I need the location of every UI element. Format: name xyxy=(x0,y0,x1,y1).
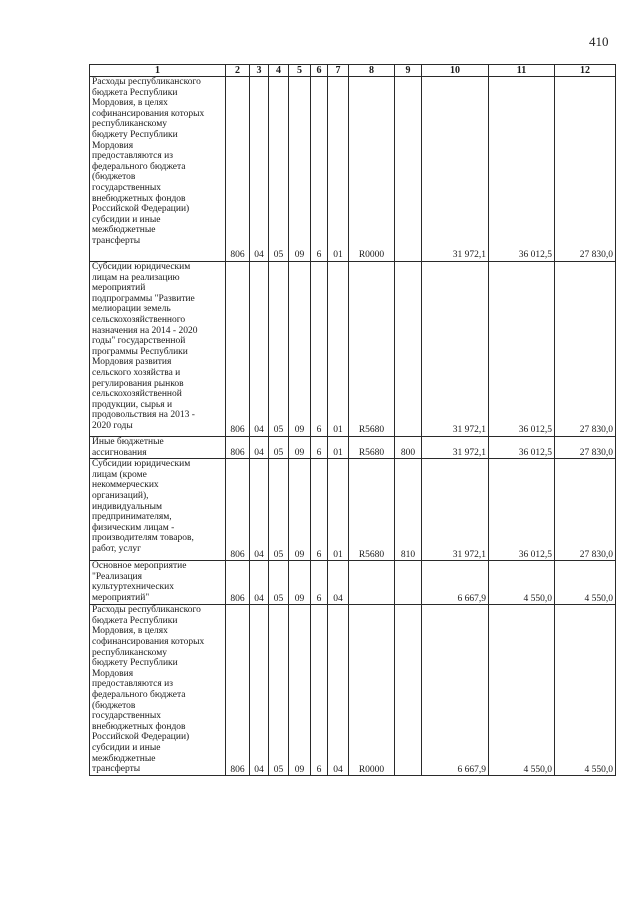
code-cell: R5680 xyxy=(349,459,395,561)
code-cell xyxy=(349,561,395,605)
column-header: 5 xyxy=(289,65,311,77)
column-header: 12 xyxy=(555,65,616,77)
code-cell: 04 xyxy=(250,437,269,459)
row-description: Расходы республиканского бюджета Республики Мордовия, в целях софинансирования которых республиканскому бюджету Республики Мордовия предоставляются из федерального бюджета (бюджетов государственных внебюджетных фондов Российской Федерации) субсидии и иные межбюджетные трансферты xyxy=(90,77,226,262)
code-cell: 01 xyxy=(328,262,349,437)
column-header: 10 xyxy=(422,65,489,77)
row-description: Иные бюджетные ассигнования xyxy=(90,437,226,459)
code-cell: 05 xyxy=(269,561,289,605)
code-cell: 806 xyxy=(226,605,250,776)
code-cell: 800 xyxy=(395,437,422,459)
code-cell: 806 xyxy=(226,262,250,437)
table-row xyxy=(90,437,616,459)
amount-cell: 31 972,1 xyxy=(422,77,489,262)
code-cell: 09 xyxy=(289,605,311,776)
code-cell: 09 xyxy=(289,262,311,437)
amount-cell: 4 550,0 xyxy=(555,561,616,605)
code-cell: 806 xyxy=(226,437,250,459)
code-cell xyxy=(395,262,422,437)
code-cell: 6 xyxy=(311,77,328,262)
code-cell: 04 xyxy=(250,262,269,437)
column-header: 1 xyxy=(90,65,226,77)
row-description: Основное мероприятие "Реализация культуртехнических мероприятий" xyxy=(90,561,226,605)
row-description: Субсидии юридическим лицам (кроме некоммерческих организаций), индивидуальным предпринимателям, физическим лицам - производителям товаров, работ, услуг xyxy=(90,459,226,561)
code-cell: 09 xyxy=(289,459,311,561)
column-header: 4 xyxy=(269,65,289,77)
code-cell: 806 xyxy=(226,561,250,605)
amount-cell: 36 012,5 xyxy=(489,262,555,437)
amount-cell: 31 972,1 xyxy=(422,459,489,561)
code-cell: 04 xyxy=(250,77,269,262)
code-cell: 806 xyxy=(226,459,250,561)
code-cell: 6 xyxy=(311,459,328,561)
amount-cell: 27 830,0 xyxy=(555,262,616,437)
column-header: 2 xyxy=(226,65,250,77)
column-header: 3 xyxy=(250,65,269,77)
code-cell: 05 xyxy=(269,437,289,459)
column-header: 11 xyxy=(489,65,555,77)
code-cell: 05 xyxy=(269,262,289,437)
code-cell: 04 xyxy=(328,561,349,605)
column-header: 6 xyxy=(311,65,328,77)
code-cell xyxy=(395,605,422,776)
amount-cell: 31 972,1 xyxy=(422,437,489,459)
code-cell: 6 xyxy=(311,262,328,437)
page-number: 410 xyxy=(589,34,609,49)
budget-table xyxy=(89,64,616,776)
table-row xyxy=(90,605,616,776)
table-row xyxy=(90,77,616,262)
code-cell: 04 xyxy=(250,605,269,776)
amount-cell: 4 550,0 xyxy=(489,561,555,605)
code-cell: R0000 xyxy=(349,77,395,262)
row-description: Расходы республиканского бюджета Республики Мордовия, в целях софинансирования которых республиканскому бюджету Республики Мордовия предоставляются из федерального бюджета (бюджетов государственных внебюджетных фондов Российской Федерации) субсидии и иные межбюджетные трансферты xyxy=(90,605,226,776)
amount-cell: 31 972,1 xyxy=(422,262,489,437)
amount-cell: 4 550,0 xyxy=(555,605,616,776)
code-cell: 01 xyxy=(328,77,349,262)
code-cell: 05 xyxy=(269,77,289,262)
amount-cell: 36 012,5 xyxy=(489,77,555,262)
code-cell xyxy=(395,561,422,605)
table-row xyxy=(90,459,616,561)
amount-cell: 27 830,0 xyxy=(555,459,616,561)
code-cell: R0000 xyxy=(349,605,395,776)
code-cell: 09 xyxy=(289,77,311,262)
column-header: 9 xyxy=(395,65,422,77)
amount-cell: 27 830,0 xyxy=(555,77,616,262)
code-cell: 6 xyxy=(311,561,328,605)
code-cell: 04 xyxy=(328,605,349,776)
column-header: 7 xyxy=(328,65,349,77)
table-row xyxy=(90,561,616,605)
code-cell: 6 xyxy=(311,605,328,776)
amount-cell: 36 012,5 xyxy=(489,459,555,561)
header-row xyxy=(90,65,616,77)
code-cell: 09 xyxy=(289,561,311,605)
code-cell: R5680 xyxy=(349,262,395,437)
code-cell: 05 xyxy=(269,459,289,561)
code-cell: R5680 xyxy=(349,437,395,459)
code-cell: 806 xyxy=(226,77,250,262)
code-cell: 05 xyxy=(269,605,289,776)
code-cell: 09 xyxy=(289,437,311,459)
code-cell: 01 xyxy=(328,459,349,561)
row-description: Субсидии юридическим лицам на реализацию мероприятий подпрограммы "Развитие мелиорации земель сельскохозяйственного назначения на 2014 - 2020 годы" государственной программы Республики Мордовия развития сельского хозяйства и регулирования рынков сельскохозяйственной продукции, сырья и продовольствия на 2013 - 2020 годы xyxy=(90,262,226,437)
amount-cell: 6 667,9 xyxy=(422,605,489,776)
code-cell xyxy=(395,77,422,262)
column-header: 8 xyxy=(349,65,395,77)
amount-cell: 4 550,0 xyxy=(489,605,555,776)
code-cell: 810 xyxy=(395,459,422,561)
amount-cell: 36 012,5 xyxy=(489,437,555,459)
code-cell: 04 xyxy=(250,459,269,561)
table-row xyxy=(90,262,616,437)
code-cell: 04 xyxy=(250,561,269,605)
amount-cell: 6 667,9 xyxy=(422,561,489,605)
code-cell: 01 xyxy=(328,437,349,459)
code-cell: 6 xyxy=(311,437,328,459)
amount-cell: 27 830,0 xyxy=(555,437,616,459)
